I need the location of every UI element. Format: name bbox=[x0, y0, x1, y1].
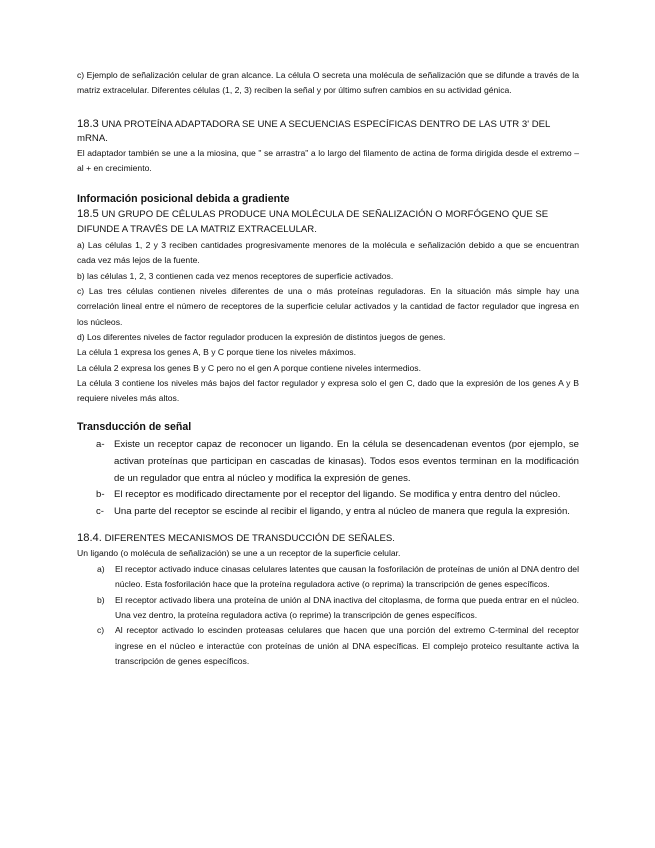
mechanisms-list bbox=[77, 562, 579, 670]
list-item bbox=[77, 593, 579, 624]
section-number: 18.5 bbox=[77, 208, 99, 221]
list-text: El receptor activado induce cinasas celulares latentes que causan la fosforilación de proteínas de unión al DNA dentro del núcleo. Esta fosforilación hace que la proteína reguladora active (o reprima) la transcripción de genes específicos. bbox=[115, 563, 579, 590]
list-item bbox=[77, 623, 579, 669]
list-marker: c- bbox=[96, 505, 104, 517]
section-heading-text: DIFERENTES MECANISMOS DE TRANSDUCCIÓN DE SEÑALES. bbox=[104, 533, 395, 545]
section-number: 18.4. bbox=[77, 532, 102, 545]
section-18-3-heading bbox=[77, 117, 579, 146]
transduction-title: Transducción de señal bbox=[77, 421, 192, 434]
section-18-3-text: El adaptador también se une a la miosina, que " se arrastra" a lo largo del filamento de actina de forma dirigida desde el extremo – al + en crecimiento. bbox=[77, 147, 579, 173]
transduction-list bbox=[77, 437, 579, 520]
section-18-4-text: Un ligando (o molécula de señalización) se une a un receptor de la superficie celular. bbox=[77, 548, 401, 559]
list-item bbox=[77, 437, 579, 487]
positional-item: d) Los diferentes niveles de factor regulador producen la expresión de distintos juegos de genes. bbox=[77, 331, 446, 342]
list-text: Existe un receptor capaz de reconocer un ligando. En la célula se desencadenan eventos (por ejemplo, se activan proteínas que participan en cascadas de kinasas). Todos esos eventos terminan en la modificación de un regulador que entra al núcleo y modifica la expresión de genes. bbox=[114, 439, 579, 484]
list-item bbox=[77, 562, 579, 593]
positional-items bbox=[77, 238, 579, 406]
positional-info-title: Información posicional debida a gradiente bbox=[77, 193, 290, 206]
section-number: 18.3 bbox=[77, 117, 99, 130]
section-heading-text: UN GRUPO DE CÉLULAS PRODUCE UNA MOLÉCULA DE SEÑALIZACIÓN O MORFÓGENO QUE SE DIFUNDE A TRAVÉS DE LA MATRIZ EXTRACELULAR. bbox=[77, 209, 549, 236]
list-item bbox=[77, 504, 579, 521]
list-marker: b) bbox=[97, 594, 105, 605]
positional-item: b) las células 1, 2, 3 contienen cada vez menos receptores de superficie activados. bbox=[77, 270, 394, 281]
section-18-4-heading bbox=[77, 531, 579, 546]
section-heading-text: UNA PROTEÍNA ADAPTADORA SE UNE A SECUENCIAS ESPECÍFICAS DENTRO DE LAS UTR 3' DEL mRNA. bbox=[77, 118, 551, 144]
list-text: Al receptor activado lo escinden proteasas celulares que hacen que una porción del extremo C-terminal del receptor ingrese en el núcleo e interactúe con proteínas de unión al DNA específicas. El complejo proteico resultante activa la transcripción de genes específicos. bbox=[115, 625, 579, 667]
list-marker: a) bbox=[97, 563, 105, 574]
list-text: El receptor activado libera una proteína de unión al DNA inactiva del citoplasma, de forma que pueda entrar en el núcleo. Una vez dentro, la proteína reguladora activa (o reprime) la transcripción de genes específicos. bbox=[115, 594, 579, 620]
positional-item: c) Las tres células contienen niveles diferentes de una o más proteínas reguladoras. En la situación más simple hay una correlación lineal entre el número de receptores de la superficie celular activados y la cantidad de factor regulador que ingresa en los núcleos. bbox=[77, 286, 579, 327]
list-marker: b- bbox=[96, 489, 105, 501]
list-marker: c) bbox=[97, 625, 105, 636]
positional-item: a) Las células 1, 2 y 3 reciben cantidades progresivamente menores de la molécula e señalización debido a que se encuentran cada vez más lejos de la fuente. bbox=[77, 240, 579, 266]
intro-paragraph: c) Ejemplo de señalización celular de gran alcance. La célula O secreta una molécula de señalización que se difunde a través de la matriz extracelular. Diferentes células (1, 2, 3) reciben la señal y por último sufren cambios en su actividad génica. bbox=[77, 70, 579, 96]
list-text: Una parte del receptor se escinde al recibir el ligando, y entra al núcleo de manera que regula la expresión. bbox=[114, 505, 570, 517]
list-text: El receptor es modificado directamente por el receptor del ligando. Se modifica y entra dentro del núcleo. bbox=[114, 489, 561, 501]
list-item bbox=[77, 487, 579, 504]
positional-item: La célula 2 expresa los genes B y C pero no el gen A porque contiene niveles intermedios. bbox=[77, 362, 421, 373]
list-marker: a- bbox=[96, 439, 105, 451]
positional-item: La célula 3 contiene los niveles más bajos del factor regulador y expresa solo el gen C, dado que la expresión de los genes A y B requiere niveles más altos. bbox=[77, 377, 579, 404]
positional-item: La célula 1 expresa los genes A, B y C porque tiene los niveles máximos. bbox=[77, 347, 356, 358]
document-page bbox=[77, 68, 579, 670]
section-18-5-heading bbox=[77, 207, 579, 237]
